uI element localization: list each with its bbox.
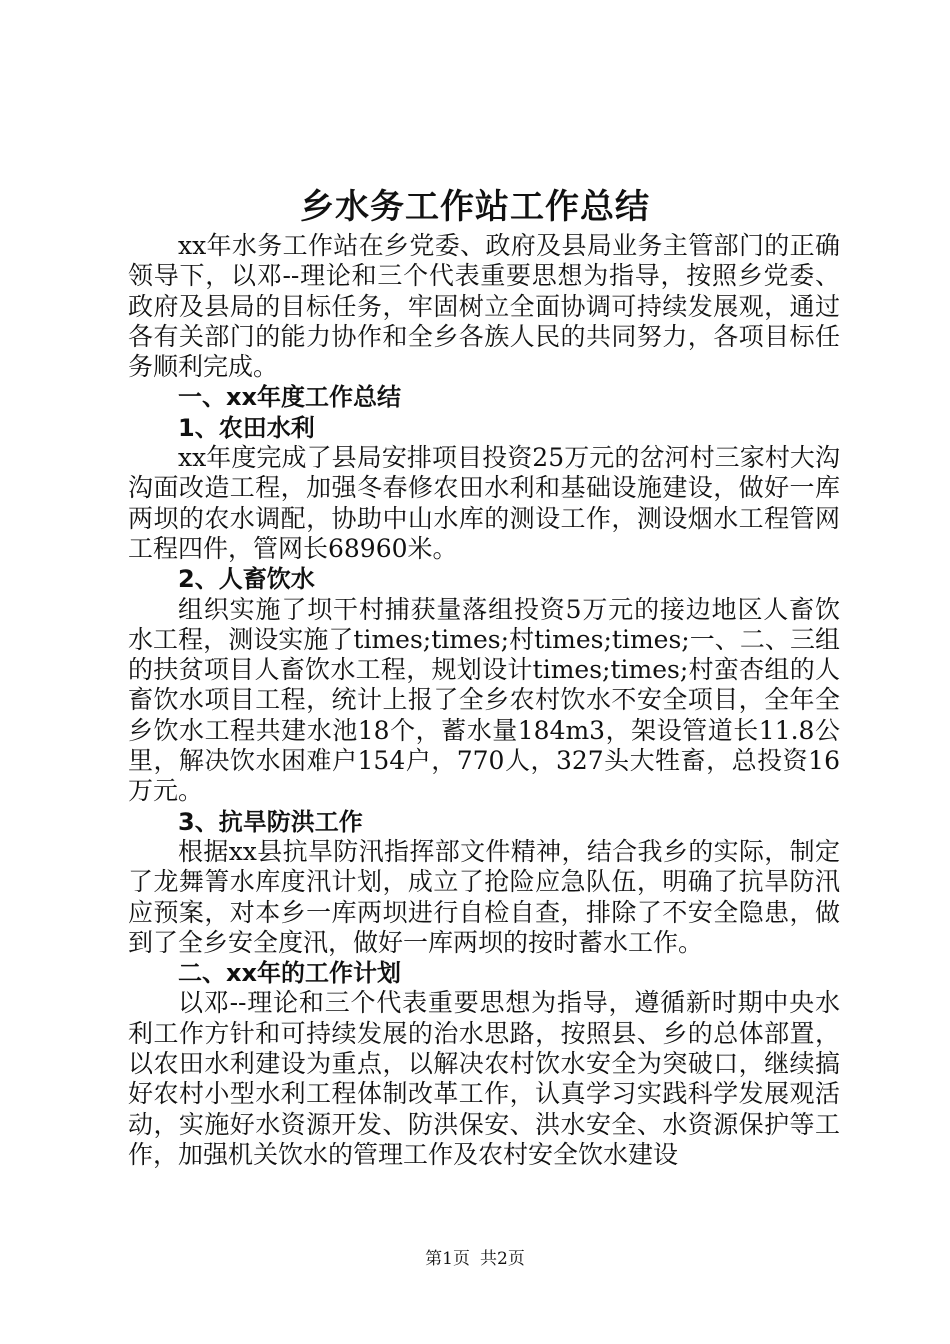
page-number: 第1页 (425, 1249, 470, 1269)
page-total: 共2页 (480, 1249, 525, 1269)
page-footer (0, 1244, 950, 1269)
document-body (128, 231, 840, 1170)
section-heading-plan: 二、xx年的工作计划 (178, 959, 401, 988)
flood-control-paragraph: 根据xx县抗旱防汛指挥部文件精神，结合我乡的实际，制定了龙舞箐水库度汛计划，成立了抢险应急队伍，明确了抗旱防汛应预案，对本乡一库两坝进行自检自查，排除了不安全隐患，做到了全乡安全度汛，做好一库两坝的按时蓄水工作。 (128, 836, 840, 957)
document-title: 乡水务工作站工作总结 (300, 187, 650, 227)
drinking-water-paragraph: 组织实施了坝干村捕获量落组投资5万元的接边地区人畜饮水工程，测设实施了times;times;村times;times;一、二、三组的扶贫项目人畜饮水工程，规划设计times;times;村蛮杏组的人畜饮水项目工程，统计上报了全乡农村饮水不安全项目，全年全乡饮水工程共建水池18个，蓄水量184m3，架设管道长11.8公里，解决饮水困难户154户，770人，327头大牲畜，总投资16万元。 (128, 594, 840, 806)
section-heading-summary: 一、xx年度工作总结 (178, 383, 401, 412)
subsection-heading-irrigation: 1、农田水利 (178, 413, 315, 442)
plan-paragraph: 以邓--理论和三个代表重要思想为指导，遵循新时期中央水利工作方针和可持续发展的治水思路，按照县、乡的总体部置，以农田水利建设为重点，以解决农村饮水安全为突破口，继续搞好农村小型水利工程体制改革工作，认真学习实践科学发展观活动，实施好水资源开发、防洪保安、洪水安全、水资源保护等工作，加强机关饮水的管理工作及农村安全饮水建设 (128, 988, 840, 1169)
irrigation-paragraph: xx年度完成了县局安排项目投资25万元的岔河村三家村大沟沟面改造工程，加强冬春修农田水利和基础设施建设，做好一库两坝的农水调配，协助中山水库的测设工作，测设烟水工程管网工程四件，管网长68960米。 (128, 443, 840, 563)
subsection-heading-flood-control: 3、抗旱防洪工作 (178, 807, 363, 836)
subsection-heading-drinking-water: 2、人畜饮水 (178, 565, 315, 594)
intro-paragraph: xx年水务工作站在乡党委、政府及县局业务主管部门的正确领导下，以邓--理论和三个代表重要思想为指导，按照乡党委、政府及县局的目标任务，牢固树立全面协调可持续发展观，通过各有关部门的能力协作和全乡各族人民的共同努力，各项目标任务顺利完成。 (128, 231, 840, 382)
